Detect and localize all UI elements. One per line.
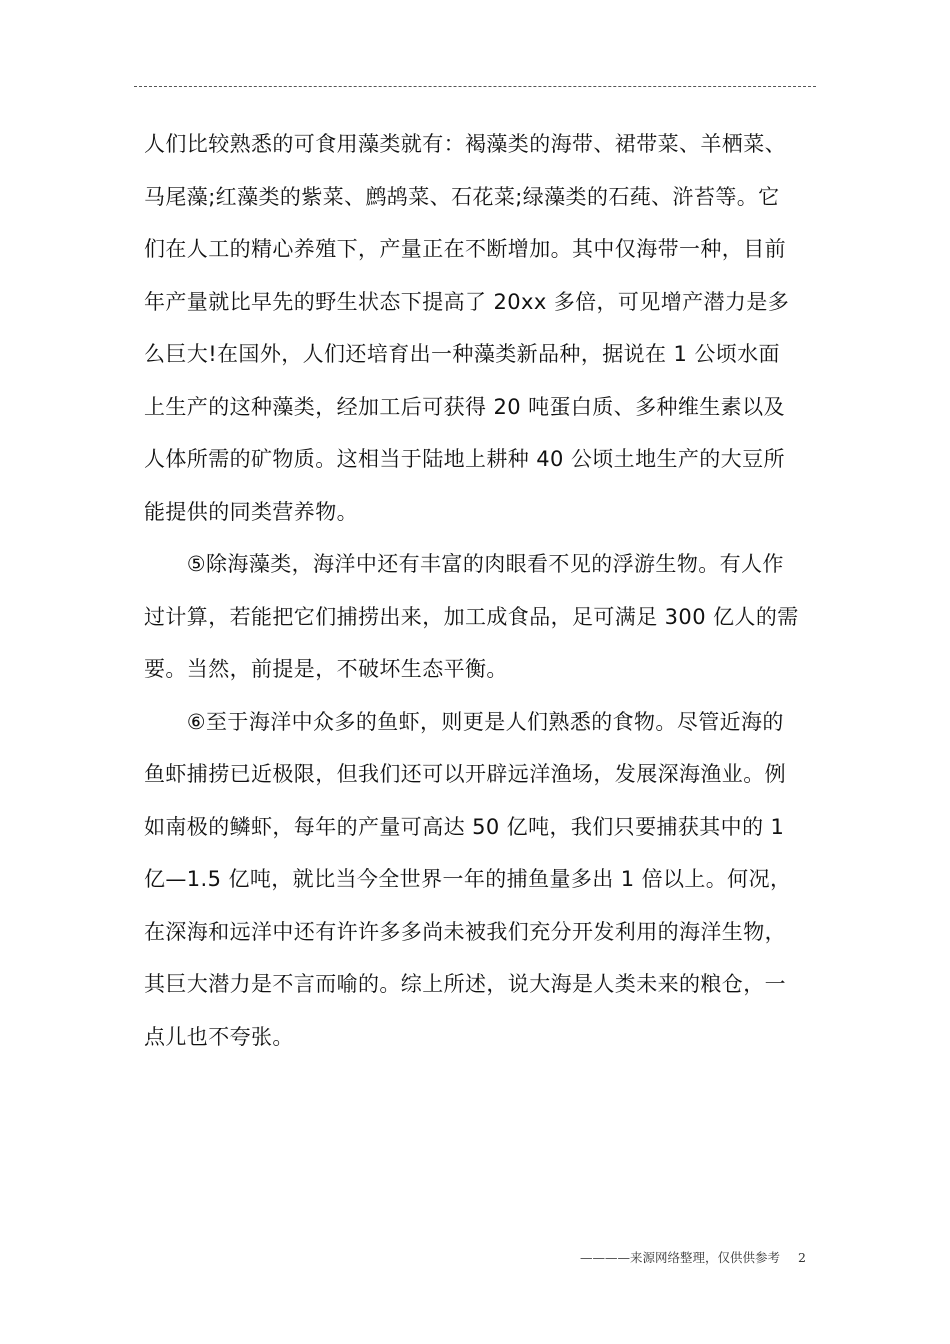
page-number: 2 — [798, 1250, 806, 1265]
text-line: ⑥至于海洋中众多的鱼虾，则更是人们熟悉的食物。尽管近海的 — [144, 709, 784, 734]
text-line: 如南极的鳞虾，每年的产量可高达 50 亿吨，我们只要捕获其中的 1 — [144, 814, 785, 839]
text-line: 在深海和远洋中还有许许多多尚未被我们充分开发利用的海洋生物， — [144, 919, 786, 944]
text-line: 马尾藻;红藻类的紫菜、鹧鸪菜、石花菜;绿藻类的石莼、浒苔等。它 — [144, 184, 780, 209]
text-line: 点儿也不夸张。 — [144, 1024, 294, 1049]
text-line: 年产量就比早先的野生状态下提高了 20xx 多倍，可见增产潜力是多 — [144, 289, 790, 314]
document-body — [144, 118, 812, 1063]
text-line: 上生产的这种藻类，经加工后可获得 20 吨蛋白质、多种维生素以及 — [144, 394, 785, 419]
text-line: 鱼虾捕捞已近极限，但我们还可以开辟远洋渔场，发展深海渔业。例 — [144, 762, 786, 786]
text-line: 过计算，若能把它们捕捞出来，加工成食品，足可满足 300 亿人的需 — [144, 604, 799, 629]
page-footer — [580, 1248, 806, 1266]
header-divider — [134, 86, 816, 87]
text-line: ⑤除海藻类，海洋中还有丰富的肉眼看不见的浮游生物。有人作 — [144, 552, 784, 576]
text-line: 亿—1.5 亿吨，就比当今全世界一年的捕鱼量多出 1 倍以上。何况， — [144, 867, 792, 891]
text-line: 人体所需的矿物质。这相当于陆地上耕种 40 公顷土地生产的大豆所 — [144, 447, 785, 471]
text-line: 们在人工的精心养殖下，产量正在不断增加。其中仅海带一种，目前 — [144, 237, 786, 261]
footer-source-note: ————来源网络整理，仅供供参考 — [580, 1250, 781, 1265]
text-line: 要。当然，前提是，不破坏生态平衡。 — [144, 657, 508, 681]
text-line: 人们比较熟悉的可食用藻类就有：褐藻类的海带、裙带菜、羊栖菜、 — [144, 132, 786, 156]
text-line: 能提供的同类营养物。 — [144, 499, 358, 524]
text-line: 其巨大潜力是不言而喻的。综上所述，说大海是人类未来的粮仓，一 — [144, 972, 786, 996]
text-line: 么巨大!在国外，人们还培育出一种藻类新品种，据说在 1 公顷水面 — [144, 342, 780, 366]
